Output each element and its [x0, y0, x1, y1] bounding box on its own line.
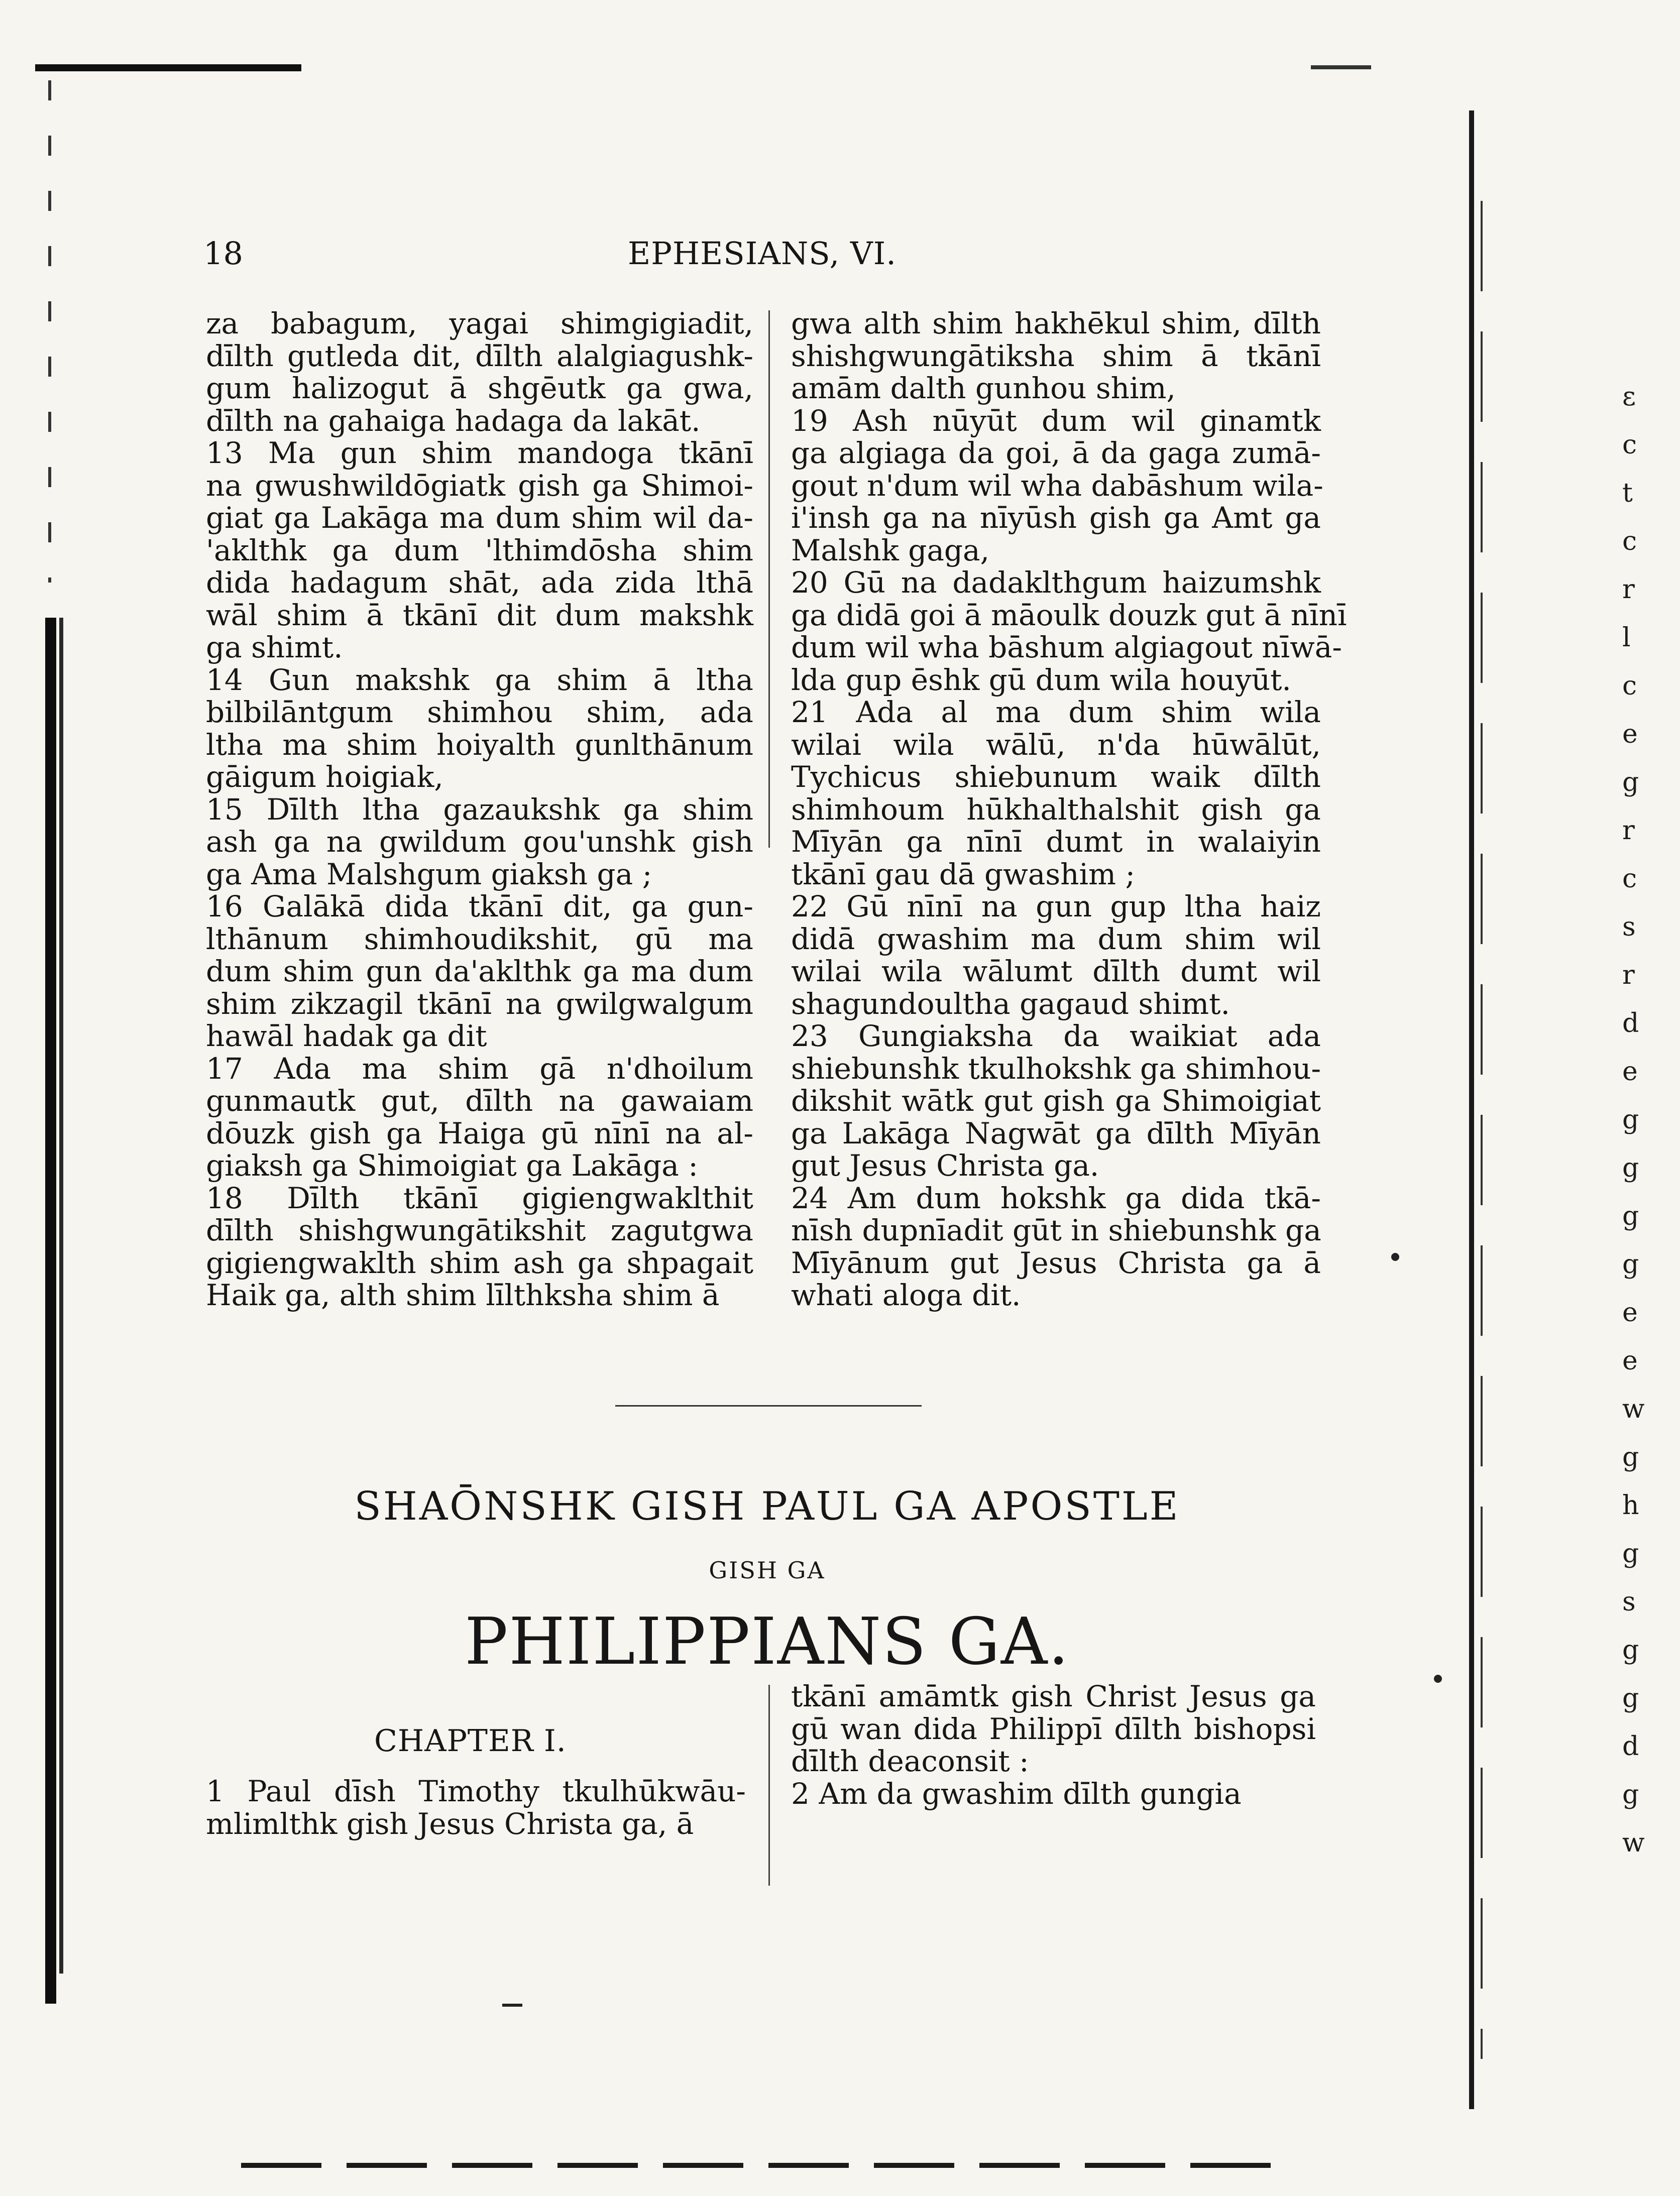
stray-mark — [1434, 1675, 1442, 1683]
text-line: 24 Am dum hokshk ga dida tkā- — [791, 1181, 1321, 1215]
text-line: giat ga Lakāga ma dum shim wil da- — [206, 501, 753, 535]
text-line: shiebunshk tkulhokshk ga shimhou- — [791, 1051, 1321, 1086]
book-title: SHAŌNSHK GISH PAUL GA APOSTLE — [354, 1484, 1180, 1529]
text-line: 13 Ma gun shim mandoga tkānī — [206, 436, 753, 470]
text-line: 16 Galākā dida tkānī dit, ga gun- — [206, 889, 753, 923]
text-line: i'insh ga na nīyūsh gish ga Amt ga — [791, 501, 1321, 535]
text-line: dum wil wha bāshum algiagout nīwā- — [791, 630, 1342, 664]
text-line: 'aklthk ga dum 'lthimdōsha shim — [206, 533, 753, 567]
text-line: ga Ama Malshgum giaksh ga ; — [206, 857, 652, 891]
text-line: dīlth gutleda dit, dīlth alalgiagushk- — [206, 338, 753, 373]
text-line: shim zikzagil tkānī na gwilgwalgum — [206, 986, 753, 1021]
bleed-glyph: e — [1622, 719, 1638, 749]
text-line: ga shimt. — [206, 630, 343, 664]
running-head: EPHESIANS, VI. — [628, 235, 897, 272]
text-line: ga algiaga da goi, ā da gaga zumā- — [791, 436, 1321, 470]
text-line: ga Lakāga Nagwāt ga dīlth Mīyān — [791, 1116, 1321, 1150]
text-line: dīlth deaconsit : — [791, 1744, 1029, 1778]
text-line: 17 Ada ma shim gā n'dhoilum — [206, 1051, 753, 1086]
stray-mark — [1391, 1253, 1399, 1261]
text-line: 15 Dīlth ltha gazaukshk ga shim — [206, 792, 753, 827]
text-line: dōuzk gish ga Haiga gū nīnī na al- — [206, 1116, 753, 1150]
scan-artifact-left-ticks — [48, 80, 51, 583]
philippians-left-column — [206, 1775, 746, 1840]
text-line: 1 Paul dīsh Timothy tkulhūkwāu- — [206, 1774, 746, 1808]
text-line: ltha ma shim hoiyalth gunlthānum — [206, 727, 753, 762]
bleed-glyph: r — [1622, 816, 1635, 846]
bleed-glyph: g — [1622, 767, 1639, 797]
text-line: wilai wila wālū, n'da hūwālūt, — [791, 727, 1321, 762]
scan-artifact-top — [35, 64, 301, 71]
text-line: didā gwashim ma dum shim wil — [791, 921, 1321, 956]
text-line: lda gup ēshk gū dum wila houyūt. — [791, 662, 1291, 697]
text-line: tkānī amāmtk gish Christ Jesus ga — [791, 1679, 1316, 1713]
scan-artifact-bottom — [241, 2163, 1296, 2168]
philippians-right-column — [791, 1638, 1316, 1810]
text-line: gout n'dum wil wha dabāshum wila- — [791, 468, 1323, 503]
bleed-glyph: l — [1622, 623, 1631, 653]
bleed-glyph: g — [1622, 1780, 1639, 1810]
scan-artifact-right-edge-marks — [1481, 201, 1483, 2059]
text-line: gut Jesus Christa ga. — [791, 1148, 1099, 1183]
bleed-glyph: c — [1622, 671, 1637, 701]
text-line: bilbilāntgum shimhou shim, ada — [206, 695, 753, 729]
bleed-glyph: s — [1622, 912, 1636, 942]
bleed-glyph: s — [1622, 1587, 1636, 1617]
bleed-glyph: g — [1622, 1539, 1639, 1569]
bleed-glyph: t — [1622, 478, 1633, 508]
text-line: tkānī gau dā gwashim ; — [791, 857, 1136, 891]
text-line: ga didā goi ā māoulk douzk gut ā nīnī — [791, 598, 1347, 632]
text-line: gū wan dida Philippī dīlth bishopsi — [791, 1711, 1316, 1746]
text-line: Mīyān ga nīnī dumt in walaiyin — [791, 825, 1321, 859]
bleed-glyph: d — [1622, 1731, 1639, 1762]
text-line: wilai wila wālumt dīlth dumt wil — [791, 954, 1321, 988]
text-line: 18 Dīlth tkānī gigiengwaklthit — [206, 1181, 753, 1215]
bleed-glyph: g — [1622, 1635, 1639, 1665]
text-line: ash ga na gwildum gou'unshk gish — [206, 825, 753, 859]
text-line: 22 Gū nīnī na gun gup ltha haiz — [791, 889, 1321, 923]
book-subtitle: GISH GA — [709, 1557, 826, 1584]
text-line: shishgwungātiksha shim ā tkānī — [791, 338, 1321, 373]
text-line: shagundoultha gagaud shimt. — [791, 986, 1230, 1021]
scan-artifact-top-right — [1311, 65, 1371, 69]
text-line: za babagum, yagai shimgigiadit, — [206, 306, 753, 340]
text-line: gāigum hoigiak, — [206, 760, 443, 794]
ephesians-left-column — [206, 307, 753, 1312]
ephesians-right-column — [791, 306, 1347, 1312]
bleed-through-margin — [1622, 382, 1677, 1888]
text-line: 14 Gun makshk ga shim ā ltha — [206, 662, 753, 697]
text-line: dīlth na gahaiga hadaga da lakāt. — [206, 403, 701, 438]
bleed-glyph: w — [1622, 1828, 1645, 1858]
bleed-glyph: ɛ — [1622, 382, 1636, 412]
page-number: 18 — [203, 235, 243, 272]
bleed-glyph: e — [1622, 1298, 1638, 1328]
bleed-glyph: g — [1622, 1153, 1639, 1183]
bleed-glyph: g — [1622, 1249, 1639, 1280]
text-line: Malshk gaga, — [791, 533, 990, 567]
text-line: lthānum shimhoudikshit, gū ma — [206, 921, 753, 956]
text-line: giaksh ga Shimoigiat ga Lakāga : — [206, 1148, 698, 1183]
bleed-glyph: g — [1622, 1201, 1639, 1231]
text-line: gunmautk gut, dīlth na gawaiam — [206, 1084, 753, 1118]
bleed-glyph: g — [1622, 1683, 1639, 1713]
bleed-glyph: e — [1622, 1346, 1638, 1376]
text-line: Haik ga, alth shim līlthksha shim ā — [206, 1278, 720, 1312]
text-line: 23 Gungiaksha da waikiat ada — [791, 1019, 1321, 1053]
text-line: dīlth shishgwungātikshit zagutgwa — [206, 1213, 753, 1247]
column-divider — [768, 310, 770, 848]
bleed-glyph: g — [1622, 1105, 1639, 1135]
scan-artifact-left-edge-inner — [59, 618, 63, 1974]
bleed-glyph: w — [1622, 1394, 1645, 1424]
text-line: Tychicus shiebunum waik dīlth — [791, 760, 1321, 794]
text-line: na gwushwildōgiatk gish ga Shimoi- — [206, 468, 753, 503]
text-line: amām dalth gunhou shim, — [791, 371, 1176, 405]
column-divider-2 — [768, 1685, 770, 1886]
text-line: Mīyānum gut Jesus Christa ga ā — [791, 1245, 1321, 1280]
bleed-glyph: r — [1622, 574, 1635, 605]
text-line: whati aloga dit. — [791, 1278, 1021, 1312]
bleed-glyph: c — [1622, 864, 1637, 894]
text-line: 19 Ash nūyūt dum wil ginamtk — [791, 403, 1321, 438]
text-line: wāl shim ā tkānī dit dum makshk — [206, 598, 753, 632]
text-line: nīsh dupnīadit gūt in shiebunshk ga — [791, 1213, 1321, 1247]
section-rule — [615, 1405, 922, 1407]
text-line: 20 Gū na dadaklthgum haizumshk — [791, 565, 1321, 600]
bleed-glyph: e — [1622, 1057, 1638, 1087]
stray-mark — [502, 2004, 522, 2007]
bleed-glyph: c — [1622, 430, 1637, 460]
book-main-title: PHILIPPIANS GA. — [465, 1604, 1070, 1679]
text-line: gigiengwaklth shim ash ga shpagait — [206, 1245, 753, 1280]
bleed-glyph: d — [1622, 1008, 1639, 1038]
scan-artifact-right-edge — [1469, 110, 1474, 2109]
text-line: 2 Am da gwashim dīlth gungia — [791, 1776, 1242, 1811]
text-line: 21 Ada al ma dum shim wila — [791, 695, 1321, 729]
chapter-heading: CHAPTER I. — [374, 1723, 567, 1759]
bleed-glyph: h — [1622, 1490, 1639, 1521]
text-line: dikshit wātk gut gish ga Shimoigiat — [791, 1084, 1321, 1118]
bleed-glyph: g — [1622, 1442, 1639, 1472]
text-line: dida hadagum shāt, ada zida lthā — [206, 565, 753, 600]
text-line: dum shim gun da'aklthk ga ma dum — [206, 954, 753, 988]
scan-artifact-left-edge — [45, 618, 56, 2004]
text-line: hawāl hadak ga dit — [206, 1019, 487, 1053]
text-line: gum halizogut ā shgēutk ga gwa, — [206, 371, 753, 405]
text-line: mlimlthk gish Jesus Christa ga, ā — [206, 1806, 694, 1841]
bleed-glyph: r — [1622, 960, 1635, 990]
text-line: gwa alth shim hakhēkul shim, dīlth — [791, 306, 1321, 340]
text-line: shimhoum hūkhalthalshit gish ga — [791, 792, 1321, 827]
bleed-glyph: c — [1622, 526, 1637, 556]
